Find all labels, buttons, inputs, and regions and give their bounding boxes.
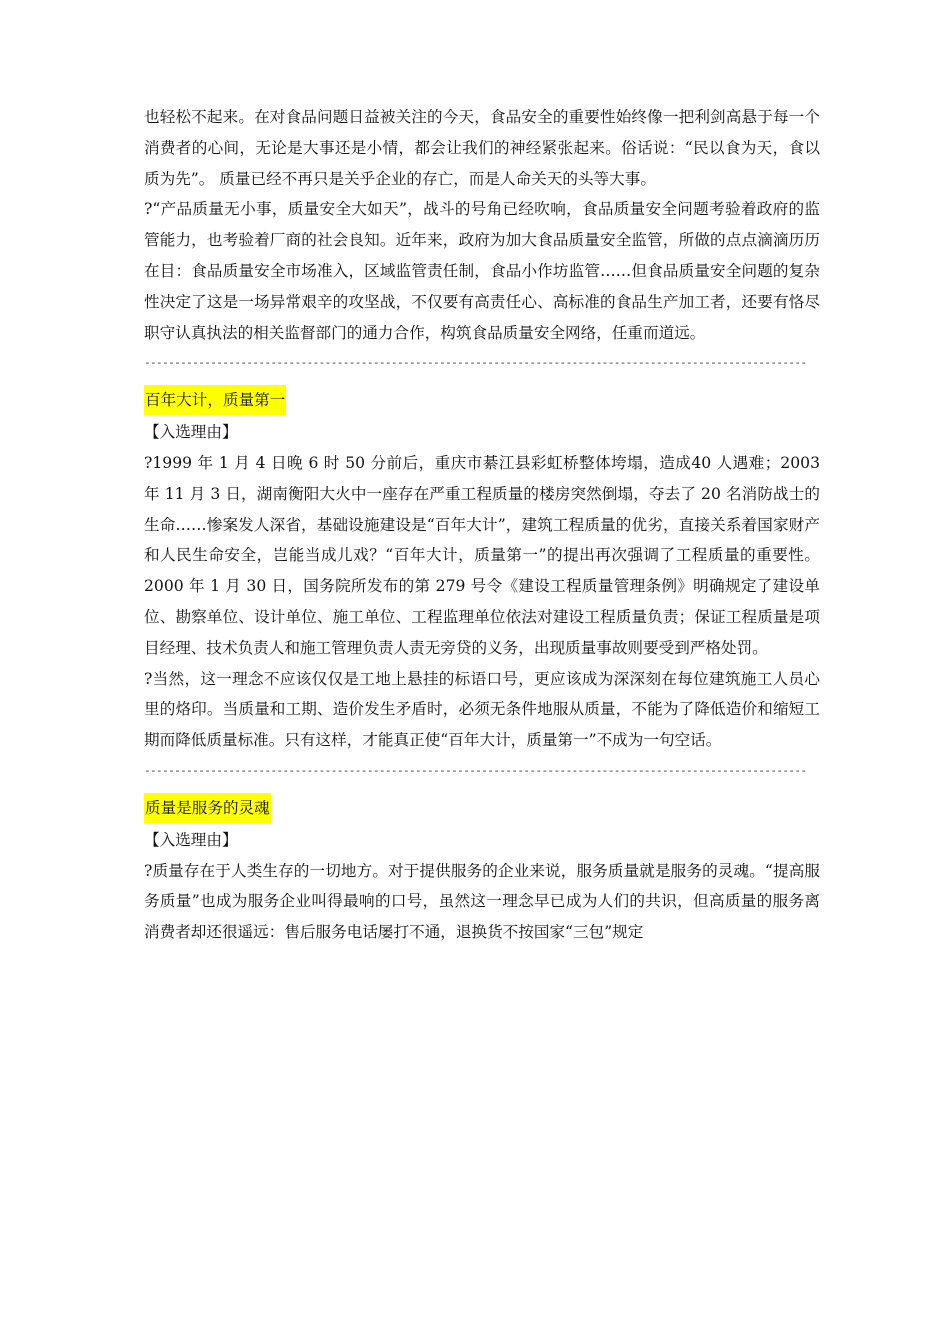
paragraph-construction-principle: ?当然，这一理念不应该仅仅是工地上悬挂的标语口号，更应该成为深深刻在每位建筑施工人员心里的烙印。当质量和工期、造价发生矛盾时，必须无条件地服从质量，不能为了降低造价和缩短工期而降低质量标准。只有这样，才能真正使“百年大计，质量第一”不成为一句空话。 <box>144 669 820 750</box>
selection-reason-label: 【入选理由】 <box>144 830 238 849</box>
paragraph-service-quality: ?质量存在于人类生存的一切地方。对于提供服务的企业来说，服务质量就是服务的灵魂。“提高服务质量”也成为服务企业叫得最响的口号，虽然这一理念早已成为人们的共识，但高质量的服务离消费者却还很遥远：售后服务电话屡打不通，退换货不按国家“三包”规定 <box>144 861 820 942</box>
section-divider: -------------------------------------------------------------------------------------------------------------- <box>144 356 807 370</box>
paragraph-food-safety-regulation: ?“产品质量无小事，质量安全大如天”，战斗的号角已经吹响，食品质量安全问题考验着政府的监管能力，也考验着厂商的社会良知。近年来，政府为加大食品质量安全监管，所做的点点滴滴历历在目：食品质量安全市场准入，区域监管责任制，食品小作坊监管……但食品质量安全问题的复杂性决定了这是一场异常艰辛的攻坚战，不仅要有高责任心、高标准的食品生产加工者，还要有恪尽职守认真执法的相关监督部门的通力合作，构筑食品质量安全网络，任重而道远。 <box>144 200 820 342</box>
paragraph-food-safety-intro: 也轻松不起来。在对食品问题日益被关注的今天，食品安全的重要性始终像一把利剑高悬于每一个消费者的心间，无论是大事还是小情，都会让我们的神经紧张起来。俗话说：“民以食为天，食以质为先”。 质量已经不再只是关乎企业的存亡，而是人命关天的头等大事。 <box>144 108 820 188</box>
selection-reason-label: 【入选理由】 <box>144 423 238 442</box>
section-heading-service-soul: 质量是服务的灵魂 <box>144 793 271 823</box>
section-divider: -------------------------------------------------------------------------------------------------------------- <box>144 763 807 777</box>
section-heading-century-plan: 百年大计，质量第一 <box>144 385 286 415</box>
paragraph-construction-accidents: ?1999 年 1 月 4 日晚 6 时 50 分前后，重庆市綦江县彩虹桥整体垮塌，造成40 人遇难；2003 年 11 月 3 日，湖南衡阳大火中一座存在严重工程质量的楼房突然倒塌，夺去了 20 名消防战士的生命……惨案发人深省，基础设施建设是“百年大计”，建筑工程质量的优劣，直接关系着国家财产和人民生命安全，岂能当成儿戏？“百年大计，质量第一”的提出再次强调了工程质量的重要性。2000 年 1 月 30 日，国务院所发布的第 279 号令《建设工程质量管理条例》明确规定了建设单位、勘察单位、设计单位、施工单位、工程监理单位依法对建设工程质量负责；保证工程质量是项目经理、技术负责人和施工管理负责人责无旁贷的义务，出现质量事故则要受到严格处罚。 <box>144 453 820 657</box>
heading-wrapper <box>144 383 820 417</box>
document-page <box>144 102 820 948</box>
heading-wrapper <box>144 791 820 825</box>
